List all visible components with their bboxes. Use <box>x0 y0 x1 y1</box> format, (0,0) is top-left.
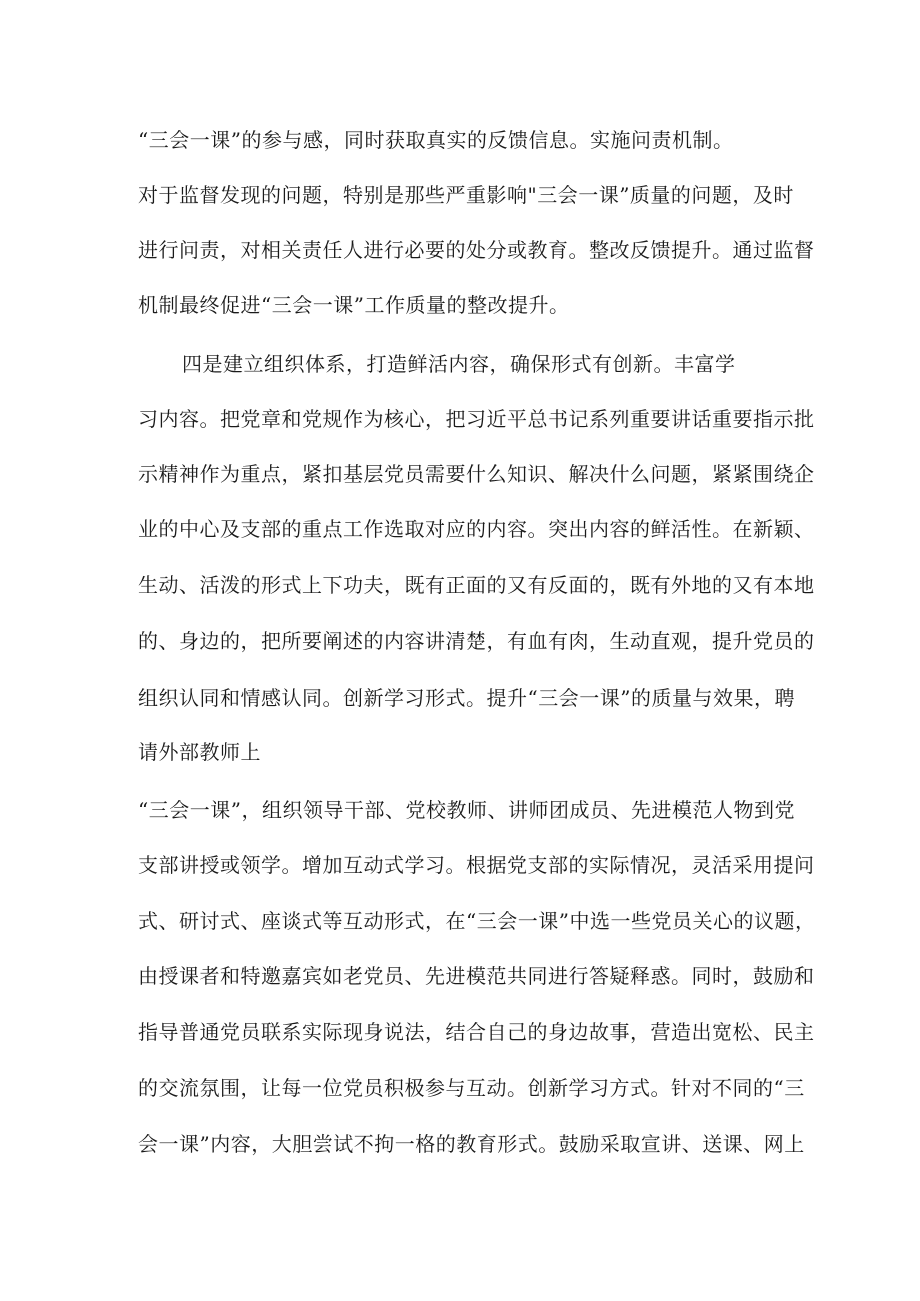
paragraph-heading-line: 四是建立组织体系，打造鲜活内容，确保形式有创新。丰富学 <box>182 352 736 376</box>
text-line-1: “三会一课”的参与感，同时获取真实的反馈信息。实施问责机制。 <box>138 128 734 152</box>
text-line-13: “三会一课”，组织领导干部、党校教师、讲师团成员、先进模范人物到党 <box>138 798 795 822</box>
text-line-16: 由授课者和特邀嘉宾如老党员、先进模范共同进行答疑释惑。同时，鼓励和 <box>138 964 815 988</box>
text-line-6: 习内容。把党章和党规作为核心，把习近平总书记系列重要讲话重要指示批 <box>138 407 815 431</box>
text-line-9: 生动、活泼的形式上下功夫，既有正面的又有反面的，既有外地的又有本地 <box>138 573 815 597</box>
text-line-15: 式、研讨式、座谈式等互动形式，在“三会一课”中选一些党员关心的议题， <box>138 909 816 933</box>
text-line-4: 机制最终促进“三会一课”工作质量的整改提升。 <box>138 293 570 317</box>
text-line-19: 会一课”内容，大胆尝试不拘一格的教育形式。鼓励采取宣讲、送课、网上 <box>138 1132 805 1156</box>
text-line-11: 组织认同和情感认同。创新学习形式。提升“三会一课”的质量与效果，聘 <box>138 686 795 710</box>
text-line-8: 业的中心及支部的重点工作选取对应的内容。突出内容的鲜活性。在新颖、 <box>138 517 815 541</box>
text-line-17: 指导普通党员联系实际现身说法，结合自己的身边故事，营造出宽松、民主 <box>138 1020 815 1044</box>
text-line-14: 支部讲授或领学。增加互动式学习。根据党支部的实际情况，灵活采用提问 <box>138 853 815 877</box>
text-line-3: 进行问责，对相关责任人进行必要的处分或教育。整改反馈提升。通过监督 <box>138 238 815 262</box>
text-line-2: 对于监督发现的问题，特别是那些严重影响"三会一课”质量的问题，及时 <box>138 183 794 207</box>
text-line-10: 的、身边的，把所要阐述的内容讲清楚，有血有肉，生动直观，提升党员的 <box>138 629 815 653</box>
text-line-18: 的交流氛围，让每一位党员积极参与互动。创新学习方式。针对不同的“三 <box>138 1076 805 1100</box>
text-line-7: 示精神作为重点，紧扣基层党员需要什么知识、解决什么问题，紧紧围绕企 <box>138 462 815 486</box>
text-line-12: 请外部教师上 <box>138 740 261 764</box>
